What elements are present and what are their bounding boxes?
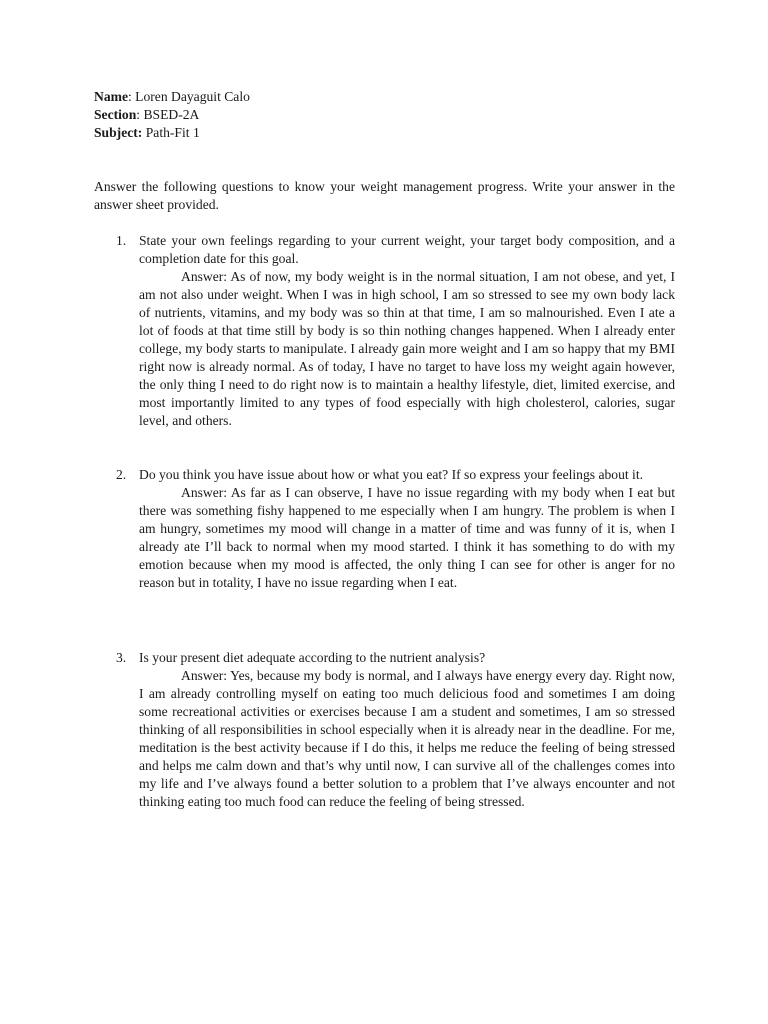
subject-line — [94, 124, 250, 142]
question-body — [139, 232, 675, 430]
question-number: 3. — [116, 650, 127, 665]
student-info-header — [94, 88, 250, 142]
question-text: Do you think you have issue about how or what you eat? If so express your feelings about it. — [139, 467, 643, 482]
question-item-3 — [94, 649, 675, 811]
name-label: Name — [94, 89, 128, 104]
answer-text: Answer: As far as I can observe, I have no issue regarding with my body when I eat but there was something fishy happened to me especially when I am hungry. The problem is when I am hungry, sometimes my mood will change in a matter of time and was funny of it is, when I already ate I’ll back to normal when my mood started. I think it has something to do with my emotion because when my mood is affected, the only thing I can see for other is anger for no reason but in totality, I have no issue regarding when I eat. — [139, 485, 675, 590]
question-item-2 — [94, 466, 675, 592]
question-item-1 — [94, 232, 675, 430]
answer-text: Answer: As of now, my body weight is in the normal situation, I am not obese, and yet, I am not also under weight. When I was in high school, I am so stressed to see my own body lack of nutrients, vitamins, and my body was so thin at that time, I am so malnourished. Even I ate a lot of foods at that time still by body is so thin nothing changes happened. When I already enter college, my body starts to manipulate. I already gain more weight and I am so happy that my BMI right now is already normal. As of today, I have no target to have loss my weight again however, the only thing I need to do right now is to maintain a healthy lifestyle, diet, limited exercise, and most importantly limited to any types of food especially with high cholesterol, calories, sugar level, and others. — [139, 269, 675, 428]
question-number: 2. — [116, 467, 127, 482]
section-label: Section — [94, 107, 137, 122]
question-text: Is your present diet adequate according to the nutrient analysis? — [139, 650, 486, 665]
answer-text: Answer: Yes, because my body is normal, and I always have energy every day. Right now, I am already controlling myself on eating too much delicious food and sometimes I am doing some recreational activities or exercises because I am a student and sometimes, I am so stressed thinking of all responsibilities in school especially when it is already near in the deadline. For me, meditation is the best activity because if I do this, it helps me reduce the feeling of being stressed and helps me calm down and that’s why until now, I can survive all of the challenges comes into my life and I’ve always found a better solution to a problem that I’ve always encounter and not thinking eating too much food can reduce the feeling of being stressed. — [139, 668, 675, 809]
question-text: State your own feelings regarding to your current weight, your target body composition, and a completion date for this goal. — [139, 233, 675, 266]
subject-label: Subject: — [94, 125, 143, 140]
name-line — [94, 88, 250, 106]
section-value: : BSED-2A — [136, 107, 200, 122]
question-number: 1. — [116, 233, 127, 248]
subject-value: Path-Fit 1 — [142, 125, 200, 140]
question-body — [139, 649, 675, 811]
section-line — [94, 106, 250, 124]
question-body — [139, 466, 675, 592]
name-value: : Loren Dayaguit Calo — [127, 89, 250, 104]
instructions-paragraph: Answer the following questions to know your weight management progress. Write your answer in the answer sheet provided. — [94, 179, 675, 212]
